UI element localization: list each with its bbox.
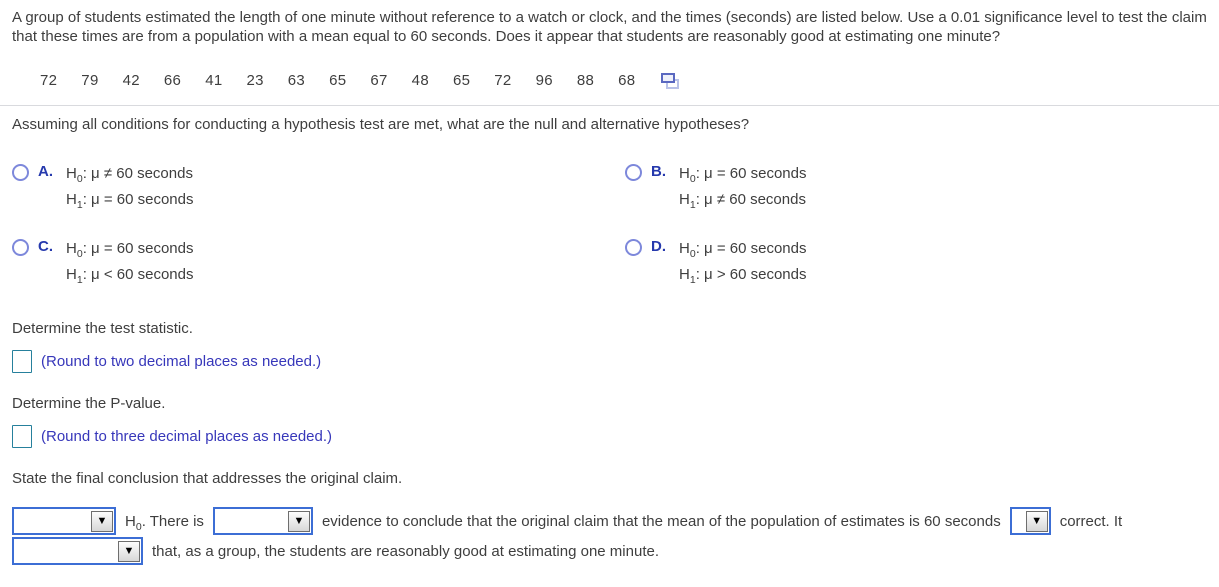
option-d-letter: D. <box>651 238 666 255</box>
data-value: 42 <box>122 72 140 89</box>
option-d-hypotheses <box>679 236 806 288</box>
data-value: 72 <box>494 72 512 89</box>
hypotheses-prompt: Assuming all conditions for conducting a hypothesis test are met, what are the null and alternative hypotheses? <box>12 116 750 133</box>
data-value: 63 <box>287 72 306 89</box>
conclusion-line-1 <box>12 507 1207 535</box>
conclusion-dropdown-3[interactable] <box>1010 507 1051 535</box>
radio-option-a[interactable] <box>12 164 29 181</box>
problem-statement: A group of students estimated the length of one minute without reference to a watch or clock, and the times (seconds) are listed below. Use a 0.01 significance level to test the claim that these times are from a population with a mean equal to 60 seconds. Does it appear that students are reasonably good at estimating one minute? <box>12 9 1207 45</box>
data-value: 41 <box>205 72 223 89</box>
option-c-h1: $H_1$: μ < 60 seconds <box>66 266 194 286</box>
data-value: 79 <box>81 72 99 89</box>
dropdown-arrow-icon[interactable]: ▼ <box>91 511 113 532</box>
conclusion-prompt: State the final conclusion that addresses the original claim. <box>12 470 403 487</box>
option-c[interactable] <box>12 236 625 288</box>
conclusion-text-1: $H_0$. There is <box>125 512 204 533</box>
option-b-h0: $H_0$: μ = 60 seconds <box>679 165 807 185</box>
p-value-input[interactable] <box>12 425 32 448</box>
dropdown-arrow-icon[interactable]: ▼ <box>1026 511 1048 532</box>
option-d-h0: $H_0$: μ = 60 seconds <box>679 240 807 260</box>
data-value: 96 <box>535 72 553 89</box>
option-a-h0: $H_0$: μ ≠ 60 seconds <box>66 165 193 185</box>
data-value: 48 <box>411 72 429 89</box>
data-value: 88 <box>576 72 595 89</box>
data-value: 67 <box>370 72 388 89</box>
test-statistic-input[interactable] <box>12 350 32 373</box>
hypotheses-options <box>12 161 1207 288</box>
test-statistic-hint: (Round to two decimal places as needed.) <box>41 353 322 370</box>
test-statistic-answer-line <box>12 350 1207 373</box>
option-b-h1: $H_1$: μ ≠ 60 seconds <box>679 191 806 211</box>
data-values-row <box>40 72 1207 89</box>
p-value-hint: (Round to three decimal places as needed.) <box>41 428 333 445</box>
section-divider <box>0 105 1219 106</box>
option-a-hypotheses <box>66 161 193 213</box>
data-value: 65 <box>329 72 347 89</box>
dropdown-arrow-icon[interactable]: ▼ <box>288 511 310 532</box>
option-d-h1: $H_1$: μ > 60 seconds <box>679 266 807 286</box>
p-value-answer-line <box>12 425 1207 448</box>
test-statistic-prompt: Determine the test statistic. <box>12 320 193 337</box>
p-value-prompt: Determine the P-value. <box>12 395 166 412</box>
radio-option-c[interactable] <box>12 239 29 256</box>
option-c-letter: C. <box>38 238 53 255</box>
conclusion-text-3: correct. It <box>1059 512 1123 530</box>
data-value: 66 <box>163 72 182 89</box>
option-b[interactable] <box>625 161 1207 213</box>
conclusion-line-2 <box>12 537 1207 565</box>
conclusion-dropdown-1[interactable] <box>12 507 116 535</box>
conclusion-dropdown-4[interactable] <box>12 537 143 565</box>
option-b-letter: B. <box>651 163 666 180</box>
radio-option-d[interactable] <box>625 239 642 256</box>
radio-option-b[interactable] <box>625 164 642 181</box>
data-value: 72 <box>40 72 58 89</box>
copy-data-icon[interactable] <box>661 72 679 89</box>
option-d[interactable] <box>625 236 1207 288</box>
conclusion-dropdown-2[interactable] <box>213 507 313 535</box>
option-b-hypotheses <box>679 161 806 213</box>
option-a-letter: A. <box>38 163 53 180</box>
option-a[interactable] <box>12 161 625 213</box>
data-value: 65 <box>452 72 471 89</box>
conclusion-text-2: evidence to conclude that the original claim that the mean of the population of estimates is 60 seconds <box>321 512 1001 530</box>
conclusion-text-4: that, as a group, the students are reasonably good at estimating one minute. <box>152 542 659 560</box>
option-c-hypotheses <box>66 236 193 288</box>
data-value: 68 <box>618 72 636 89</box>
option-a-h1: $H_1$: μ = 60 seconds <box>66 191 194 211</box>
copy-icon-front-rect <box>661 73 675 83</box>
option-c-h0: $H_0$: μ = 60 seconds <box>66 240 194 260</box>
dropdown-arrow-icon[interactable]: ▼ <box>118 541 140 562</box>
data-value: 23 <box>246 72 264 89</box>
